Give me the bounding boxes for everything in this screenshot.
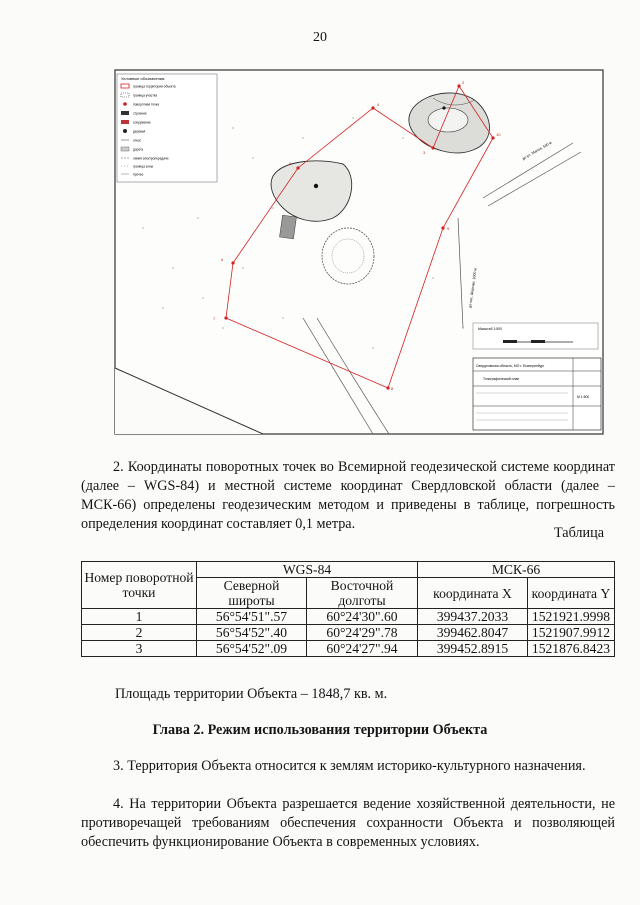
legend-item: прочее	[133, 172, 144, 177]
header-north-latitude: Северной широты	[197, 578, 307, 609]
header-msk66: МСК-66	[418, 562, 615, 578]
page-number: 20	[313, 30, 327, 45]
table-row: 3 56°54'52".09 60°24'27".94 399452.8915 1521876.8423	[82, 641, 615, 657]
header-y: координата Y	[528, 578, 615, 609]
svg-text:3: 3	[423, 150, 426, 155]
legend-item: поворотная точка	[133, 102, 160, 107]
legend-item: граница зоны	[133, 164, 153, 169]
header-point-number: Номер поворотной точки	[82, 562, 197, 609]
svg-text:М 1:500: М 1:500	[577, 395, 590, 399]
svg-text:Масштаб 1:500: Масштаб 1:500	[478, 327, 502, 331]
road-label: до ул. Малое, 500 м	[521, 140, 553, 161]
scale-bar	[473, 323, 598, 349]
site-plan-map	[103, 68, 608, 436]
chapter-title: Глава 2. Режим использования территории Объекта	[152, 722, 488, 738]
legend-item: строение	[133, 111, 147, 116]
paragraph-3: 3. Территория Объекта относится к землям историко-культурного назначения.	[113, 758, 586, 774]
road-label: до пос. Шарташ, 1000 м	[468, 267, 478, 309]
legend-item: граница участка	[133, 93, 158, 98]
svg-text:2: 2	[462, 80, 465, 85]
legend-item: граница территории объекта	[133, 84, 176, 89]
header-x: координата X	[418, 578, 528, 609]
table-row: 2 56°54'52".40 60°24'29".78 399462.8047 1521907.9912	[82, 625, 615, 641]
svg-text:10: 10	[496, 132, 501, 137]
title-block	[473, 358, 601, 430]
svg-text:6: 6	[221, 257, 224, 262]
legend-item: сооружение	[133, 120, 151, 125]
header-wgs84: WGS-84	[197, 562, 418, 578]
svg-text:5: 5	[289, 161, 292, 166]
paragraph-4: 4. На территории Объекта разрешается ведение хозяйственной деятельности, не противоречащей требованиям обеспечения сохранности Объекта и позволяющей обеспечить функционирование Объекта в современных условиях.	[81, 796, 615, 850]
svg-text:Свердловская область, МО г. Ек: Свердловская область, МО г. Екатеринбург	[476, 364, 545, 368]
table-row: 1 56°54'51".57 60°24'30".60 399437.2033 1521921.9998	[82, 609, 615, 625]
svg-text:9: 9	[447, 226, 450, 231]
legend-item: деревья	[133, 129, 146, 134]
svg-text:8: 8	[391, 386, 394, 391]
legend-title: Условные обозначения:	[121, 76, 166, 81]
svg-text:4: 4	[377, 102, 380, 107]
legend-item: линия электропередачи	[133, 156, 169, 161]
legend-item: откос	[133, 138, 141, 143]
area-text: Площадь территории Объекта – 1848,7 кв. м.	[115, 686, 388, 702]
header-east-longitude: Восточной долготы	[307, 578, 418, 609]
table-caption: Таблица	[553, 525, 604, 541]
paragraph-2: 2. Координаты поворотных точек во Всемирной геодезической системе координат (далее – WGS-84) и местной системе координат Свердловской области (далее – МСК-66) определены геодезическим методом и приведены в таблице, погрешность определения координат составляет 0,1 метра.	[81, 459, 615, 532]
coordinates-table	[81, 561, 615, 657]
svg-text:Топографический план: Топографический план	[483, 377, 520, 381]
svg-text:7: 7	[213, 316, 216, 321]
legend-item: дорога	[133, 147, 144, 152]
